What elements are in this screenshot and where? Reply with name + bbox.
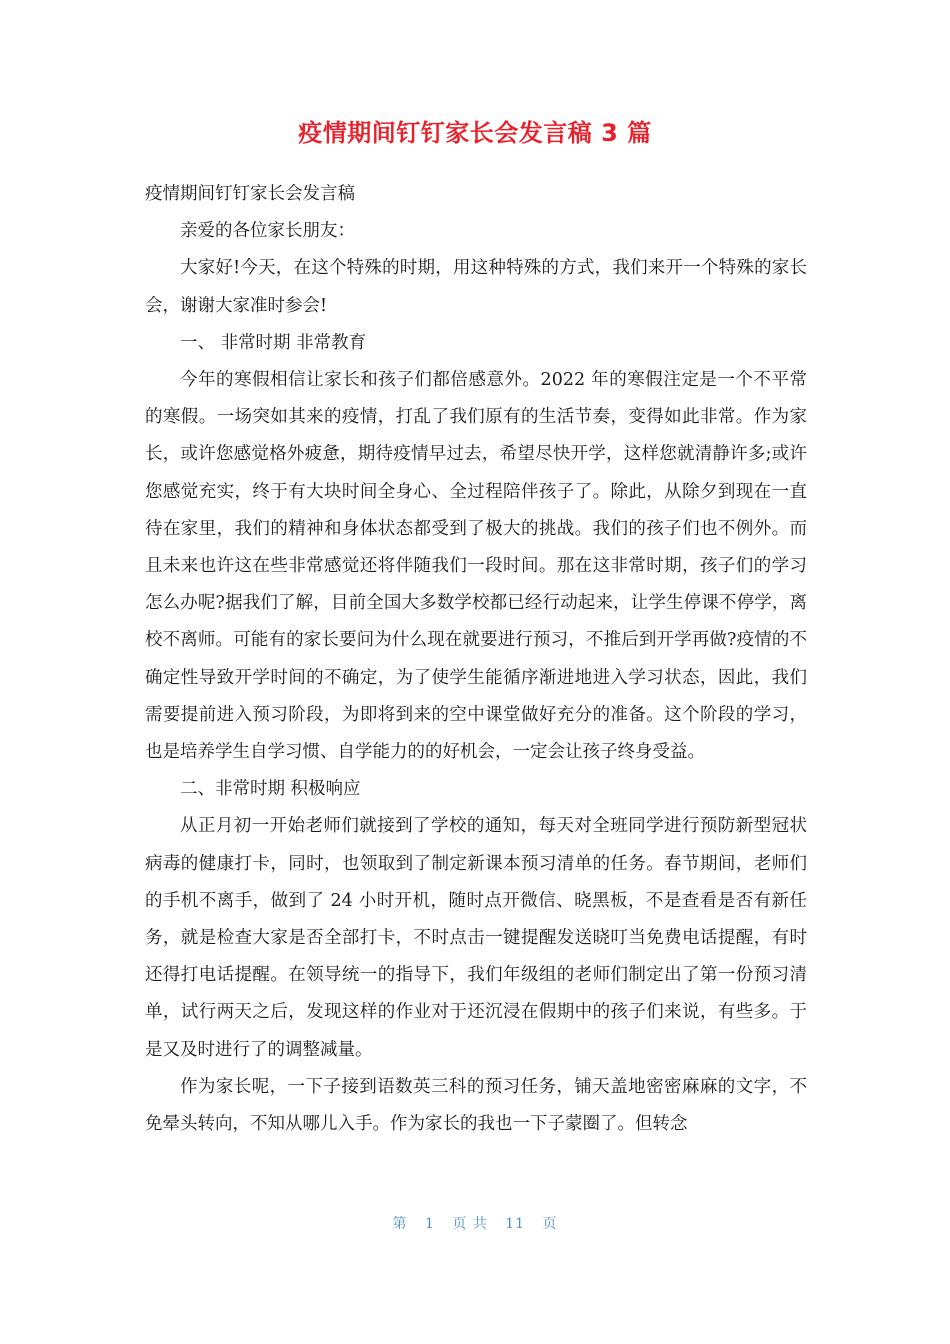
section-heading-2: 二、非常时期 积极响应 (180, 779, 361, 800)
footer-middle: 页 共 (452, 1216, 488, 1232)
document-title: 疫情期间钉钉家长会发言稿 3 篇 (298, 119, 652, 147)
footer-total-pages: 11 (505, 1216, 526, 1232)
page-footer (0, 1213, 950, 1233)
body-paragraph: 今年的寒假相信让家长和孩子们都倍感意外。2022 年的寒假注定是一个不平常的寒假。一场突如其来的疫情，打乱了我们原有的生活节奏，变得如此非常。作为家长，或许您感觉格外疲惫，期待疫情早过去，希望尽快开学，这样您就清静许多;或许您感觉充实，终于有大块时间全身心、全过程陪伴孩子了。除此，从除夕到现在一直待在家里，我们的精神和身体状态都受到了极大的挑战。我们的孩子们也不例外。而且未来也许这在些非常感觉还将伴随我们一段时间。那在这非常时期，孩子们的学习怎么办呢?据我们了解，目前全国大多数学校都已经行动起来，让学生停课不停学，离校不离师。可能有的家长要问为什么现在就要进行预习，不推后到开学再做?疫情的不确定性导致开学时间的不确定，为了使学生能循序渐进地进入学习状态，因此，我们需要提前进入预习阶段，为即将到来的空中课堂做好充分的准备。这个阶段的学习，也是培养学生自学习惯、自学能力的的好机会，一定会让孩子终身受益。 (145, 370, 807, 763)
greeting-paragraph: 亲爱的各位家长朋友： (180, 221, 355, 242)
footer-prefix: 第 (392, 1216, 408, 1232)
body-paragraph: 作为家长呢，一下子接到语数英三科的预习任务，铺天盖地密密麻麻的文字，不免晕头转向，不知从哪儿入手。作为家长的我也一下子蒙圈了。但转念 (145, 1076, 807, 1135)
subtitle-paragraph: 疫情期间钉钉家长会发言稿 (145, 184, 355, 204)
body-paragraph: 从正月初一开始老师们就接到了学校的通知，每天对全班同学进行预防新型冠状病毒的健康打卡，同时，也领取到了制定新课本预习清单的任务。春节期间，老师们的手机不离手，做到了 24 小时开机，随时点开微信、晓黑板，不是查看是否有新任务，就是检查大家是否全部打卡，不时点击一键提醒发送晓叮当免费电话提醒，有时还得打电话提醒。在领导统一的指导下，我们年级组的老师们制定出了第一份预习清单，试行两天之后，发现这样的作业对于还沉浸在假期中的孩子们来说，有些多。于是又及时进行了的调整减量。 (145, 816, 807, 1060)
section-heading-1: 一、 非常时期 非常教育 (180, 332, 367, 353)
footer-suffix: 页 (542, 1216, 558, 1232)
document-body (145, 176, 807, 1143)
opening-paragraph: 大家好!今天，在这个特殊的时期，用这种特殊的方式，我们来开一个特殊的家长会，谢谢大家准时参会! (145, 258, 807, 316)
footer-page-number: 1 (424, 1216, 435, 1232)
